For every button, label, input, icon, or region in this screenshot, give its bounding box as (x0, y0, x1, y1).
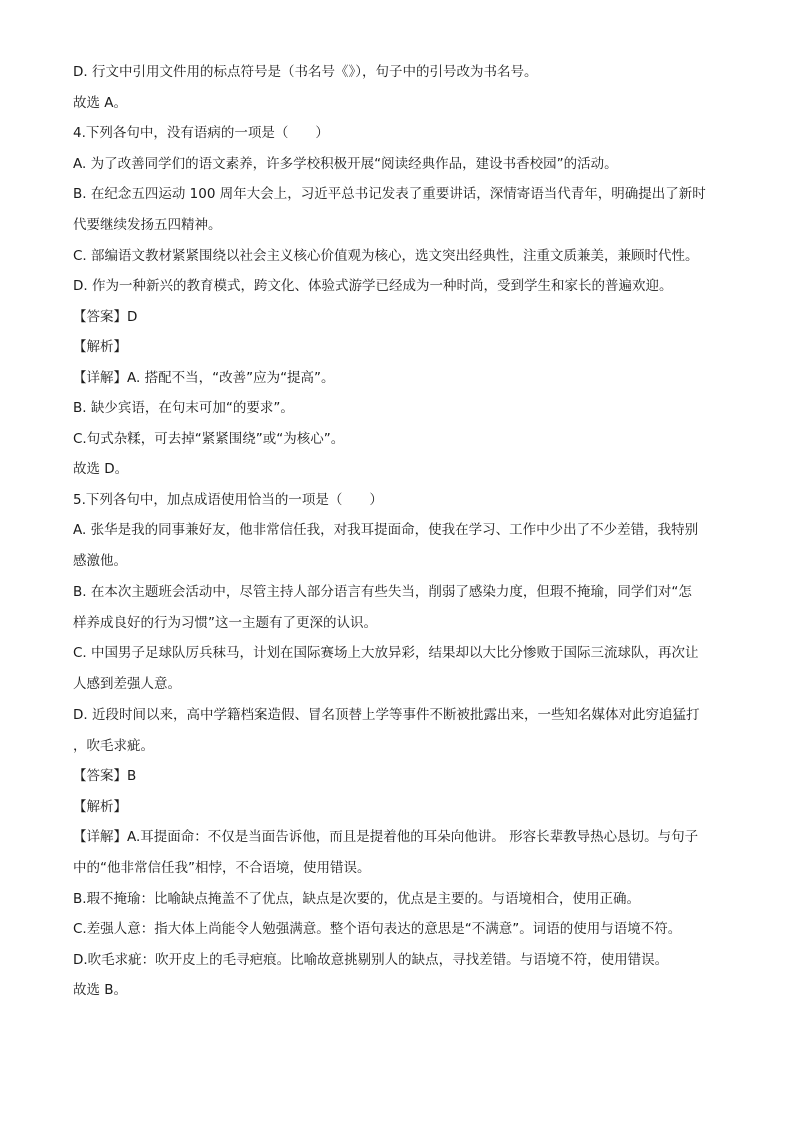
text-line: C. 中国男子足球队厉兵秣马，计划在国际赛场上大放异彩，结果却以大比分惨败于国际三流球队，再次让 (73, 645, 699, 661)
paragraph (73, 490, 723, 510)
text-line: 【答案】B (73, 768, 137, 784)
paragraph (73, 643, 723, 694)
text-line: 4.下列各句中，没有语病的一项是（ ） (73, 125, 329, 141)
text-line: 【详解】A. 搭配不当，“改善”应为“提高”。 (73, 369, 335, 386)
text-line: 故选 A。 (73, 94, 128, 111)
text-line: B. 缺少宾语，在句末可加“的要求”。 (73, 400, 294, 416)
text-line: 【详解】A.耳提面命：不仅是当面告诉他，而且是提着他的耳朵向他讲。 形容长辈教导热心恳切。与句子 (73, 829, 699, 845)
paragraph (73, 766, 723, 786)
paragraph (73, 154, 723, 174)
text-line: D. 近段时间以来，高中学籍档案造假、冒名顶替上学等事件不断被批露出来，一些知名媒体对此穷追猛打 (73, 706, 700, 723)
paragraph (73, 62, 723, 82)
text-line: B. 在纪念五四运动 100 周年大会上，习近平总书记发表了重要讲话，深情寄语当代青年，明确提出了新时 (73, 186, 706, 202)
paragraph (73, 123, 723, 143)
text-line: 感激他。 (73, 553, 127, 569)
text-line: C.句式杂糅，可去掉“紧紧围绕”或“为核心”。 (73, 430, 345, 447)
text-line: 5.下列各句中，加点成语使用恰当的一项是（ ） (73, 491, 383, 508)
paragraph (73, 582, 723, 633)
document-content (73, 62, 723, 1011)
text-line: C. 部编语文教材紧紧围绕以社会主义核心价值观为核心，选文突出经典性，注重文质兼美，兼顾时代性。 (73, 247, 699, 264)
paragraph (73, 889, 723, 909)
paragraph (73, 398, 723, 418)
text-line: A. 张华是我的同事兼好友，他非常信任我，对我耳提面命，使我在学习、工作中少出了不少差错，我特别 (73, 522, 699, 538)
text-line: 【答案】D (73, 308, 138, 325)
text-line: 中的“他非常信任我”相悖，不合语境，使用错误。 (73, 860, 371, 876)
paragraph (73, 827, 723, 878)
paragraph (73, 276, 723, 296)
paragraph (73, 429, 723, 449)
paragraph (73, 368, 723, 388)
text-line: 【解析】 (73, 339, 127, 355)
paragraph (73, 93, 723, 113)
paragraph (73, 980, 723, 1000)
paragraph (73, 307, 723, 327)
paragraph (73, 520, 723, 571)
text-line: 样养成良好的行为习惯”这一主题有了更深的认识。 (73, 614, 377, 631)
text-line: B. 在本次主题班会活动中，尽管主持人部分语言有些失当，削弱了感染力度，但瑕不掩瑜，同学们对“怎 (73, 583, 692, 600)
paragraph (73, 246, 723, 266)
text-line: ，吹毛求疵。 (73, 737, 154, 754)
text-line: D. 作为一种新兴的教育模式，跨文化、体验式游学已经成为一种时尚，受到学生和家长的普遍欢迎。 (73, 278, 673, 294)
text-line: D.吹毛求疵：吹开皮上的毛寻疤痕。比喻故意挑剔别人的缺点，寻找差错。与语境不符，使用错误。 (73, 951, 669, 968)
text-line: D. 行文中引用文件用的标点符号是（书名号《》），句子中的引号改为书名号。 (73, 64, 538, 80)
text-line: 代要继续发扬五四精神。 (73, 217, 222, 233)
text-line: C.差强人意：指大体上尚能令人勉强满意。整个语句表达的意思是“不满意”。词语的使用与语境不符。 (73, 921, 682, 937)
text-line: 故选 B。 (73, 982, 128, 998)
text-line: 故选 D。 (73, 461, 129, 477)
paragraph (73, 705, 723, 756)
paragraph (73, 797, 723, 817)
paragraph (73, 950, 723, 970)
text-line: A. 为了改善同学们的语文素养，许多学校积极开展“阅读经典作品，建设书香校园”的活动。 (73, 155, 618, 172)
paragraph (73, 184, 723, 235)
paragraph (73, 919, 723, 939)
text-line: 【解析】 (73, 798, 127, 815)
paragraph (73, 337, 723, 357)
text-line: B.瑕不掩瑜：比喻缺点掩盖不了优点，缺点是次要的，优点是主要的。与语境相合，使用正确。 (73, 890, 641, 907)
text-line: 人感到差强人意。 (73, 676, 181, 692)
paragraph (73, 459, 723, 479)
